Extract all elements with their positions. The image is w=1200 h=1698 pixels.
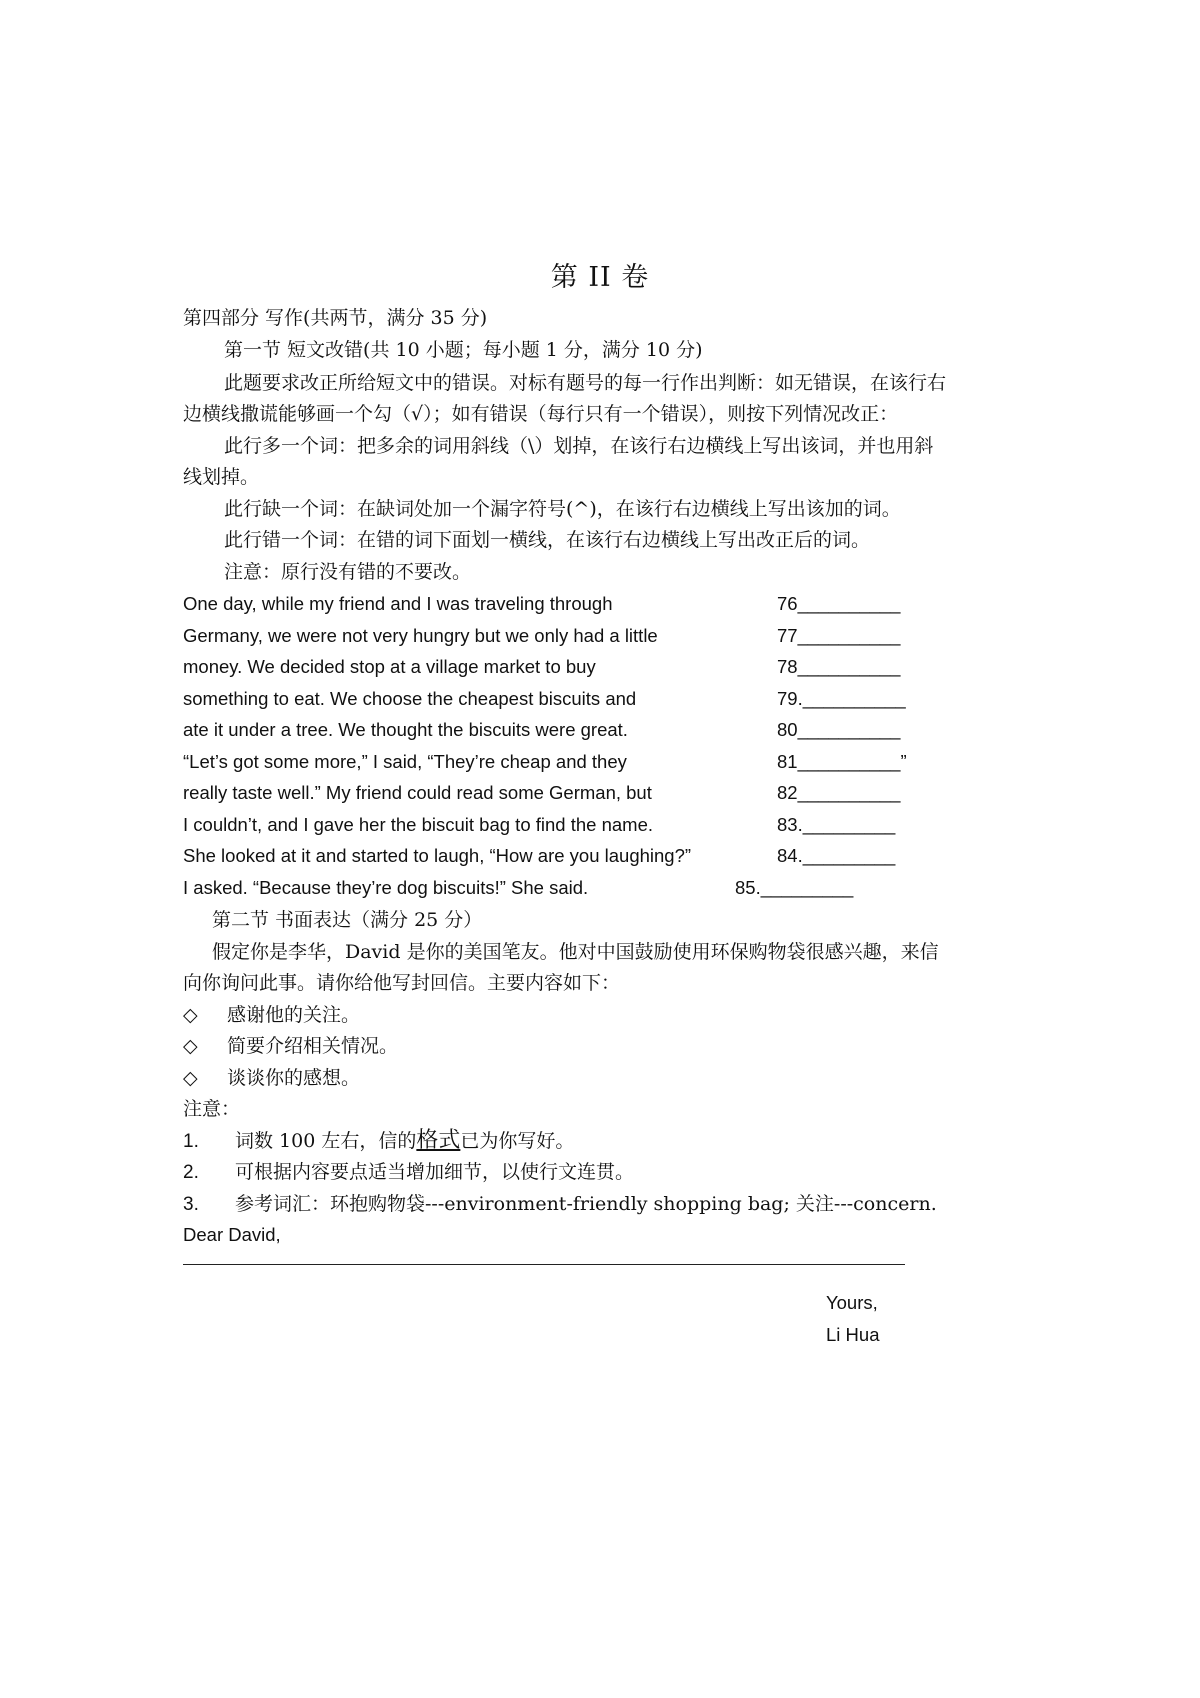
note-text: 参考词汇：环抱购物袋---environment-friendly shopping bag; 关注---concern. — [235, 1193, 937, 1215]
passage-line-text: money. We decided stop at a village market to buy — [183, 656, 596, 677]
writing-prompt-b: 向你询问此事。请你给他写封回信。主要内容如下： — [183, 972, 621, 994]
passage-line — [183, 782, 943, 808]
passage-line-text: I couldn’t, and I gave her the biscuit bag to find the name. — [183, 814, 653, 835]
note-number: 2. — [183, 1162, 199, 1183]
passage-line-text: something to eat. We choose the cheapest biscuits and — [183, 688, 637, 709]
section1-heading: 第一节 短文改错(共 10 小题；每小题 1 分，满分 10 分) — [224, 339, 703, 361]
answer-blank: 83._________ — [777, 814, 896, 835]
letter-greeting: Dear David, — [183, 1224, 281, 1245]
passage-line — [183, 719, 943, 745]
passage-line — [183, 593, 943, 619]
passage-line — [183, 814, 943, 840]
passage-line-text: really taste well.” My friend could read some German, but — [183, 782, 652, 803]
instruction-2a: 此行多一个词：把多余的词用斜线（\）划掉，在该行右边横线上写出该词，并也用斜 — [224, 435, 934, 457]
passage-line — [183, 625, 943, 651]
content-point — [183, 1066, 360, 1090]
letter-signature: Li Hua — [826, 1324, 880, 1345]
answer-blank: 81__________” — [777, 751, 907, 772]
writing-line — [183, 1264, 905, 1265]
letter-closing: Yours, — [826, 1292, 878, 1313]
answer-blank: 76__________ — [777, 593, 901, 614]
passage-line — [183, 656, 943, 682]
answer-blank: 79.__________ — [777, 688, 906, 709]
answer-blank: 80__________ — [777, 719, 901, 740]
instruction-5: 注意：原行没有错的不要改。 — [224, 561, 472, 583]
note-text-end: 已为你写好。 — [460, 1130, 575, 1152]
diamond-bullet-icon: ◇ — [183, 1004, 198, 1026]
content-point — [183, 1003, 360, 1027]
instruction-2b: 线划掉。 — [183, 466, 260, 488]
passage-line-text: I asked. “Because they’re dog biscuits!” She said. — [183, 877, 589, 898]
part4-heading: 第四部分 写作(共两节，满分 35 分) — [183, 307, 488, 329]
content-point-text: 谈谈你的感想。 — [227, 1067, 361, 1089]
note-text: 可根据内容要点适当增加细节，以使行文连贯。 — [235, 1161, 635, 1183]
answer-blank: 77__________ — [777, 625, 901, 646]
diamond-bullet-icon: ◇ — [183, 1067, 198, 1089]
passage-line — [183, 877, 943, 903]
note-text: 词数 100 左右，信的 — [235, 1130, 417, 1152]
passage-line-text: One day, while my friend and I was traveling through — [183, 593, 613, 614]
passage-line-text: She looked at it and started to laugh, “How are you laughing?” — [183, 845, 692, 866]
note-item — [183, 1129, 574, 1154]
note-underlined: 格式 — [416, 1128, 461, 1153]
passage-line — [183, 845, 943, 871]
answer-blank: 82__________ — [777, 782, 901, 803]
diamond-bullet-icon: ◇ — [183, 1035, 198, 1057]
instruction-1b: 边横线撒谎能够画一个勾（√）；如有错误（每行只有一个错误），则按下列情况改正： — [183, 403, 899, 425]
writing-prompt-a: 假定你是李华，David 是你的美国笔友。他对中国鼓励使用环保购物袋很感兴趣，来信 — [212, 941, 939, 963]
note-number: 3. — [183, 1194, 199, 1215]
passage-line — [183, 688, 943, 714]
instruction-3: 此行缺一个词：在缺词处加一个漏字符号(^)，在该行右边横线上写出该加的词。 — [224, 498, 901, 520]
answer-blank: 85._________ — [735, 877, 854, 898]
passage-line-text: “Let’s got some more,” I said, “They’re cheap and they — [183, 751, 627, 772]
volume-title: 第 II 卷 — [550, 262, 650, 293]
section2-heading: 第二节 书面表达（满分 25 分） — [212, 909, 483, 931]
note-item — [183, 1160, 634, 1185]
passage-line-text: Germany, we were not very hungry but we only had a little — [183, 625, 658, 646]
note-item — [183, 1192, 937, 1217]
passage-line-text: ate it under a tree. We thought the biscuits were great. — [183, 719, 628, 740]
notes-label: 注意： — [183, 1098, 241, 1120]
answer-blank: 78__________ — [777, 656, 901, 677]
content-point-text: 简要介绍相关情况。 — [227, 1035, 399, 1057]
answer-blank: 84._________ — [777, 845, 896, 866]
note-number: 1. — [183, 1131, 199, 1152]
instruction-1a: 此题要求改正所给短文中的错误。对标有题号的每一行作出判断：如无错误，在该行右 — [224, 372, 947, 394]
content-point-text: 感谢他的关注。 — [227, 1004, 361, 1026]
content-point — [183, 1034, 398, 1058]
instruction-4: 此行错一个词：在错的词下面划一横线，在该行右边横线上写出改正后的词。 — [224, 529, 871, 551]
passage-line — [183, 751, 943, 777]
